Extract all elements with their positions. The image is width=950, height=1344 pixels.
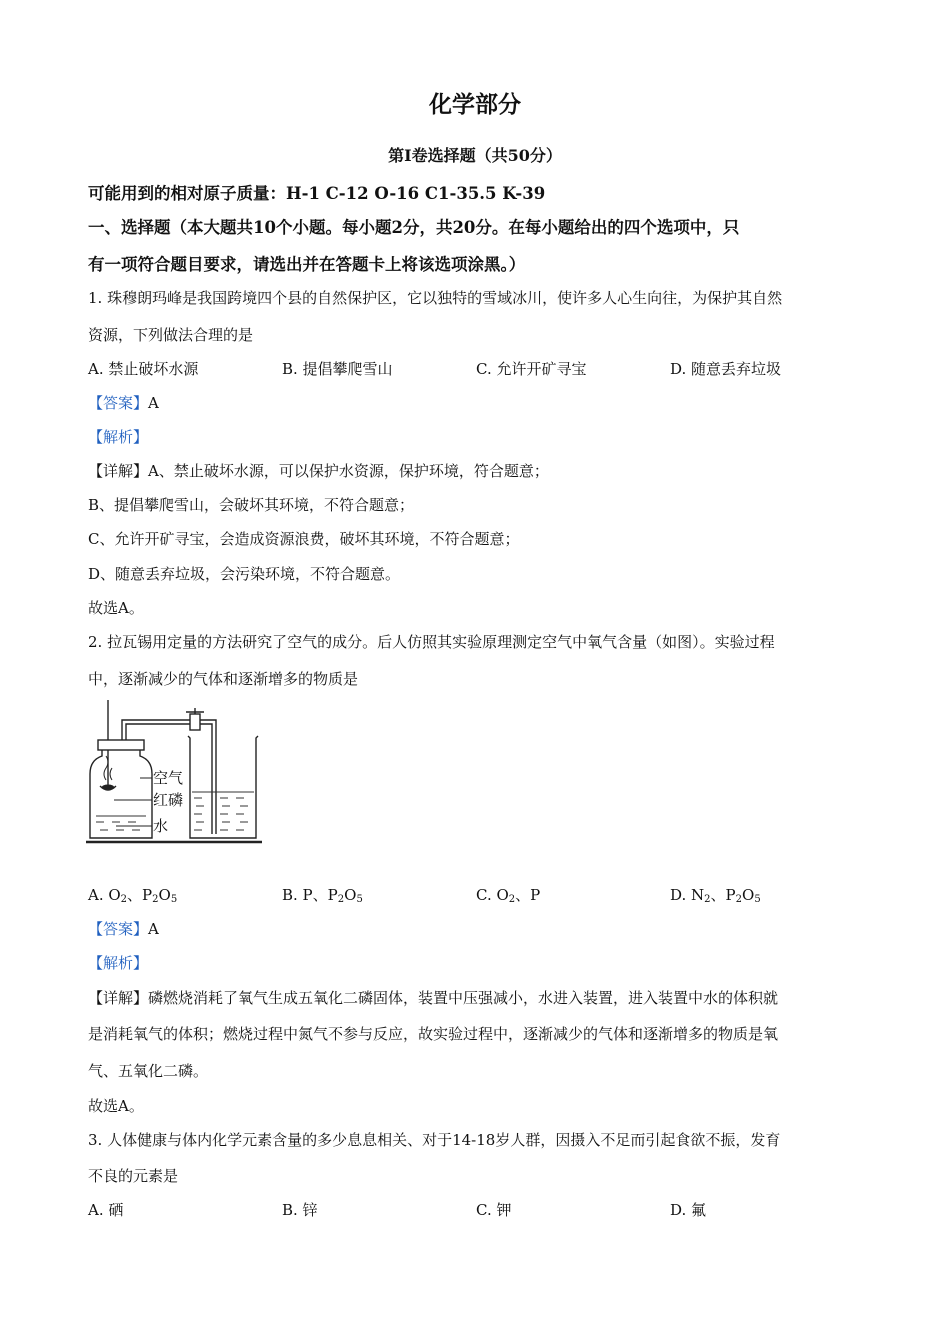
q1-option-d: D. 随意丢弃垃圾 xyxy=(670,360,782,378)
q1-conclusion: 故选A。 xyxy=(88,599,144,617)
red-phosphorus-mark xyxy=(102,785,114,790)
q1-answer-tag: 【答案】 xyxy=(88,394,149,412)
section-header-line2: 有一项符合题目要求，请选出并在答题卡上将该选项涂黑。） xyxy=(88,255,526,274)
q2-detail-tag: 【详解】 xyxy=(88,989,149,1007)
q1-detail-text-d: D、随意丢弃垃圾，会污染环境，不符合题意。 xyxy=(88,565,401,583)
figure-label-water: 水 xyxy=(153,817,169,835)
q1-analysis-tag: 【解析】 xyxy=(88,428,149,446)
q1-answer-value: A xyxy=(148,394,159,412)
q1-detail-text-c: C、允许开矿寻宝，会造成资源浪费，破坏其环境，不符合题意； xyxy=(88,530,520,548)
q2-detail-text-a: 磷燃烧消耗了氧气生成五氧化二磷固体，装置中压强减小，水进入装置，进入装置中水的体积就 xyxy=(148,989,779,1007)
q2-answer-tag: 【答案】 xyxy=(88,920,149,938)
q1-detail-text-a: A、禁止破坏水源，可以保护水资源，保护环境，符合题意； xyxy=(148,462,549,480)
q1-detail-line1 xyxy=(88,460,549,481)
q2-option-b: B. P、$P_2O_5$ xyxy=(282,886,363,905)
q2-analysis-tag: 【解析】 xyxy=(88,954,149,972)
figure-label-phosphorus: 红磷 xyxy=(153,791,184,809)
q1-option-c: C. 允许开矿寻宝 xyxy=(476,360,587,378)
q2-option-d: D. $N_2$、$P_2O_5$ xyxy=(670,886,761,905)
q2-conclusion: 故选A。 xyxy=(88,1097,144,1115)
q1-option-a: A. 禁止破坏水源 xyxy=(88,360,199,378)
q2-detail-line1 xyxy=(88,987,778,1008)
oxygen-experiment-figure xyxy=(86,698,266,846)
q2-detail-text-c: 气、五氧化二磷。 xyxy=(88,1062,209,1080)
section-subtitle: 第I卷选择题（共50分） xyxy=(388,146,562,165)
q3-option-a: A. 硒 xyxy=(88,1201,124,1219)
q2-detail-text-b: 是消耗氧气的体积；燃烧过程中氮气不参与反应，故实验过程中，逐渐减少的气体和逐渐增多的物质是氧 xyxy=(88,1025,779,1043)
figure-label-air: 空气 xyxy=(153,769,184,787)
q1-detail-tag: 【详解】 xyxy=(88,462,149,480)
q3-option-c: C. 钾 xyxy=(476,1201,512,1219)
q3-option-d: D. 氟 xyxy=(670,1201,707,1219)
q3-stem-line2: 不良的元素是 xyxy=(88,1167,179,1185)
q2-stem-line2: 中，逐渐减少的气体和逐渐增多的物质是 xyxy=(88,670,359,688)
beaker-water-lines xyxy=(192,792,254,830)
q3-option-b: B. 锌 xyxy=(282,1201,318,1219)
q2-stem-line1: 2. 拉瓦锡用定量的方法研究了空气的成分。后人仿照其实验原理测定空气中氧气含量（如图）。实验过程 xyxy=(88,633,775,651)
q1-answer-line xyxy=(88,392,159,413)
section-header-line1: 一、选择题（本大题共10个小题。每小题2分，共20分。在每小题给出的四个选项中，只 xyxy=(88,218,740,237)
q2-option-c: C. $O_2$、P xyxy=(476,886,541,905)
q1-stem-line2: 资源，下列做法合理的是 xyxy=(88,326,254,344)
atomic-mass-line: 可能用到的相对原子质量：H-1 C-12 O-16 C1-35.5 K-39 xyxy=(88,184,546,203)
q1-stem-line1: 1. 珠穆朗玛峰是我国跨境四个县的自然保护区，它以独特的雪域冰川，使许多人心生向往，为保护其自然 xyxy=(88,289,783,307)
q3-stem-line1: 3. 人体健康与体内化学元素含量的多少息息相关、对于14-18岁人群，因摄入不足而引起食欲不振，发育 xyxy=(88,1131,781,1149)
page-title: 化学部分 xyxy=(429,91,521,118)
q1-option-b: B. 提倡攀爬雪山 xyxy=(282,360,393,378)
q2-option-a: A. $O_2$、$P_2O_5$ xyxy=(88,886,178,905)
q2-answer-line xyxy=(88,918,159,939)
bottle-water-lines xyxy=(96,816,146,830)
q1-detail-text-b: B、提倡攀爬雪山，会破坏其环境，不符合题意； xyxy=(88,496,415,514)
q2-answer-value: A xyxy=(148,920,159,938)
